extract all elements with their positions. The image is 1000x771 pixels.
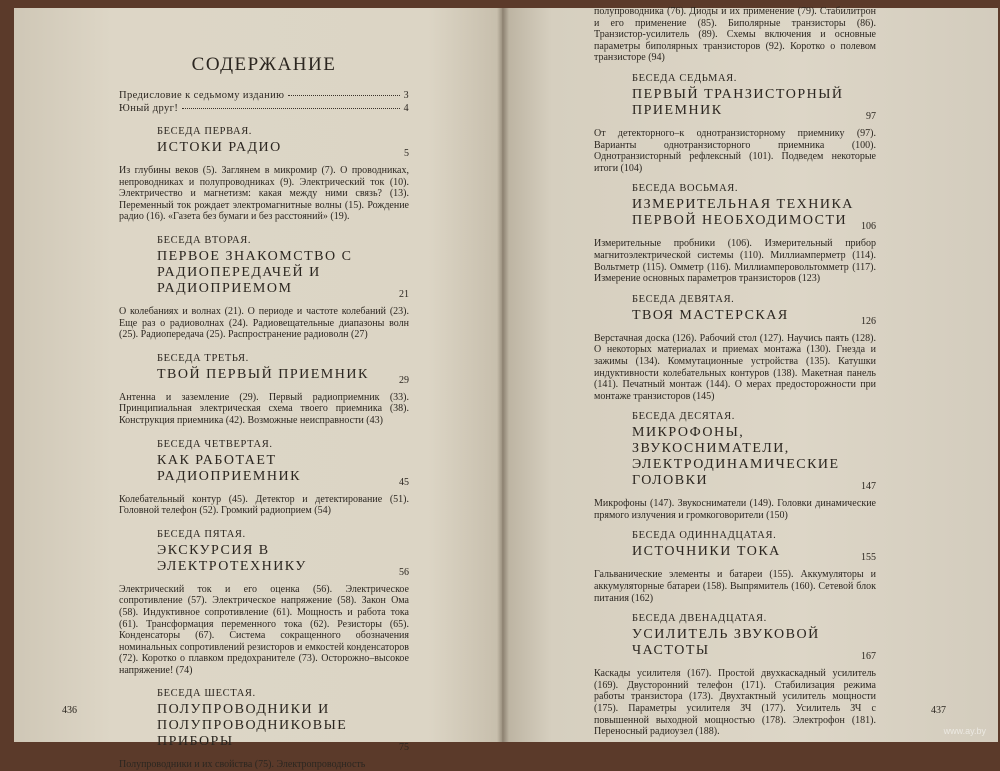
chapter-page: 45 xyxy=(399,476,409,488)
chapter-label: БЕСЕДА ЧЕТВЕРТАЯ. xyxy=(157,438,273,450)
chapter-page: 147 xyxy=(861,481,876,493)
chapter-page: 56 xyxy=(399,566,409,578)
chapter-title: МИКРОФОНЫ, ЗВУКОСНИМАТЕЛИ, ЭЛЕКТРОДИНАМИЧЕСКИЕ ГОЛОВКИ xyxy=(632,425,840,489)
toc-chapter xyxy=(594,294,876,403)
chapter-title: ТВОЯ МАСТЕРСКАЯ xyxy=(632,307,789,323)
chapter-title: ТВОЙ ПЕРВЫЙ ПРИЕМНИК xyxy=(157,366,369,382)
leader-dots xyxy=(182,108,399,109)
chapter-page: 97 xyxy=(866,110,876,122)
toc-chapter xyxy=(594,613,876,738)
right-toc-column xyxy=(594,6,876,738)
chapter-contents: Гальванические элементы и батареи (155). Аккумуляторы и аккумуляторные батареи (158). Выпрямитель (160). Сетевой блок питания (162) xyxy=(594,569,876,604)
chapter-label: БЕСЕДА ДЕВЯТАЯ. xyxy=(632,293,735,305)
continued-contents: полупроводника (76). Диоды и их применение (79). Стабилитрон и его применение (85). Биполярные транзисторы (86). Транзистор-усилитель (89). Схемы включения и основные параметры биполярных транзисторов (92). Коротко о полевом транзисторе (94) xyxy=(594,6,876,64)
left-page xyxy=(14,8,502,771)
chapter-title: ЭКСКУРСИЯ В ЭЛЕКТРОТЕХНИКУ xyxy=(157,542,307,574)
chapter-label: БЕСЕДА ШЕСТАЯ. xyxy=(157,688,256,700)
toc-chapter xyxy=(119,353,409,427)
front-matter-title: Юный друг! xyxy=(119,103,179,114)
chapter-contents: Антенна и заземление (29). Первый радиоприемник (33). Принципиальная электрическая схема твоего приемника (38). Конструкция приемника (42). Возможные неисправности (43) xyxy=(119,391,409,426)
toc-chapter xyxy=(594,183,876,284)
left-toc-column xyxy=(119,48,409,771)
toc-chapter xyxy=(119,688,409,771)
right-page xyxy=(502,8,998,742)
chapter-label: БЕСЕДА ДЕСЯТАЯ. xyxy=(632,411,735,423)
chapter-contents: Электрический ток и его оценка (56). Электрическое сопротивление (57). Электрическое напряжение (58). Закон Ома (58). Индуктивное сопротивление (61). Мощность и работа тока (61). Трансформация переменного тока (62). Резисторы (65). Конденсаторы (67). Система сокращенного обозначения номинальных сопротивлений резисторов и емкостей конденсаторов (72). Коротко о плавком предохранителе (73). Осторожно–высокое напряжение! (74) xyxy=(119,583,409,676)
chapter-page: 167 xyxy=(861,651,876,663)
page-number: 436 xyxy=(62,705,77,716)
chapter-contents: Из глубины веков (5). Заглянем в микромир (7). О проводниках, непроводниках и полупроводниках (9). Электрический ток (10). Электричество и магнетизм: какая между ними связь? (13). Переменный ток рождает электромагнитные волны (15). Рождение радио (16). «Газета без бумаги и без расстояний» (19). xyxy=(119,165,409,223)
front-matter-page: 3 xyxy=(403,90,409,101)
chapter-title: ПОЛУПРОВОДНИКИ И ПОЛУПРОВОДНИКОВЫЕ ПРИБОРЫ xyxy=(157,702,348,750)
chapter-contents: Верстачная доска (126). Рабочий стол (127). Научись паять (128). О некоторых материалах и приемах монтажа (130). Гнезда и зажимы (134). Коммутационные устройства (135). Катушки индуктивности колебательных контуров (138). Макетная панель (141). Печатный монтаж (144). О мерах предосторожности при монтаже транзисторов (145) xyxy=(594,332,876,402)
front-matter-item xyxy=(119,90,409,101)
site-watermark: www.ay.by xyxy=(943,726,986,736)
chapter-label: БЕСЕДА ВТОРАЯ. xyxy=(157,234,252,246)
toc-chapter xyxy=(594,411,876,521)
chapter-title: ИСТОКИ РАДИО xyxy=(157,140,282,155)
toc-chapter xyxy=(594,530,876,604)
chapter-contents: О колебаниях и волнах (21). О периоде и частоте колебаний (23). Еще раз о радиоволнах (24). Радиовещательные диапазоны волн (25). Радиопередача (25). Распространение радиоволн (27) xyxy=(119,305,409,341)
chapter-contents: Полупроводники и их свойства (75). Электропроводность xyxy=(119,759,366,771)
book-spine-shadow xyxy=(497,8,509,742)
chapter-page: 21 xyxy=(399,288,409,300)
toc-chapter xyxy=(119,529,409,677)
chapter-title: КАК РАБОТАЕТ РАДИОПРИЕМНИК xyxy=(157,452,301,484)
chapter-title: ИСТОЧНИКИ ТОКА xyxy=(632,544,781,560)
chapter-title: УСИЛИТЕЛЬ ЗВУКОВОЙ ЧАСТОТЫ xyxy=(632,627,820,659)
page-number: 437 xyxy=(931,705,946,716)
toc-chapter xyxy=(119,126,409,223)
toc-chapter xyxy=(594,73,876,174)
front-matter-title: Предисловие к седьмому изданию xyxy=(119,90,285,101)
chapter-page: 106 xyxy=(861,221,876,233)
chapter-label: БЕСЕДА СЕДЬМАЯ. xyxy=(632,72,737,84)
front-matter-page: 4 xyxy=(403,103,409,114)
chapter-contents: Микрофоны (147). Звукосниматели (149). Головки динамические прямого излучения и громкоговорители (150) xyxy=(594,498,876,521)
toc-chapter xyxy=(119,235,409,341)
chapter-title: ПЕРВОЕ ЗНАКОМСТВО С РАДИОПЕРЕДАЧЕЙ И РАДИОПРИЕМОМ xyxy=(157,248,353,296)
chapter-contents: От детекторного–к однотранзисторному приемнику (97). Варианты однотранзисторного приемника (100). Однотранзисторный рефлексный (101). Подведем некоторые итоги (104) xyxy=(594,127,876,174)
chapter-title: ИЗМЕРИТЕЛЬНАЯ ТЕХНИКА ПЕРВОЙ НЕОБХОДИМОСТИ xyxy=(632,197,854,229)
chapter-label: БЕСЕДА ПЯТАЯ. xyxy=(157,528,246,540)
chapter-label: БЕСЕДА ДВЕНАДЦАТАЯ. xyxy=(632,613,767,625)
toc-chapter xyxy=(119,439,409,517)
chapter-label: БЕСЕДА ПЕРВАЯ. xyxy=(157,126,253,137)
chapter-page: 126 xyxy=(861,315,876,327)
toc-heading: СОДЕРЖАНИЕ xyxy=(191,54,337,75)
chapter-page: 5 xyxy=(404,148,409,159)
chapter-contents: Измерительные пробники (106). Измерительный прибор магнитоэлектрической системы (110). Миллиамперметр (114). Вольтметр (115). Омметр (116). Миллиамперовольтомметр (117). Измерение основных параметров транзисторов (123) xyxy=(594,238,876,285)
chapter-contents: Колебательный контур (45). Детектор и детектирование (51). Головной телефон (52). Громкий радиоприем (54) xyxy=(119,493,409,517)
chapter-page: 155 xyxy=(861,552,876,564)
chapter-title: ПЕРВЫЙ ТРАНЗИСТОРНЫЙ ПРИЕМНИК xyxy=(632,86,844,118)
front-matter-item xyxy=(119,103,409,114)
chapter-page: 75 xyxy=(399,742,409,754)
chapter-label: БЕСЕДА ВОСЬМАЯ. xyxy=(632,183,739,195)
chapter-contents: Каскады усилителя (167). Простой двухкаскадный усилитель (169). Двусторонний телефон (171). Стабилизация режима работы транзистора (173). Двухтактный усилитель мощности (175). Параметры усилителя ЗЧ (177). Усилитель ЗЧ с повышенной выходной мощностью (178). Электрофон (181). Переносный радиоузел (188). xyxy=(594,668,876,738)
chapter-page: 29 xyxy=(399,374,409,386)
chapter-label: БЕСЕДА ТРЕТЬЯ. xyxy=(157,352,249,364)
leader-dots xyxy=(288,95,399,96)
chapter-label: БЕСЕДА ОДИННАДЦАТАЯ. xyxy=(632,530,777,542)
